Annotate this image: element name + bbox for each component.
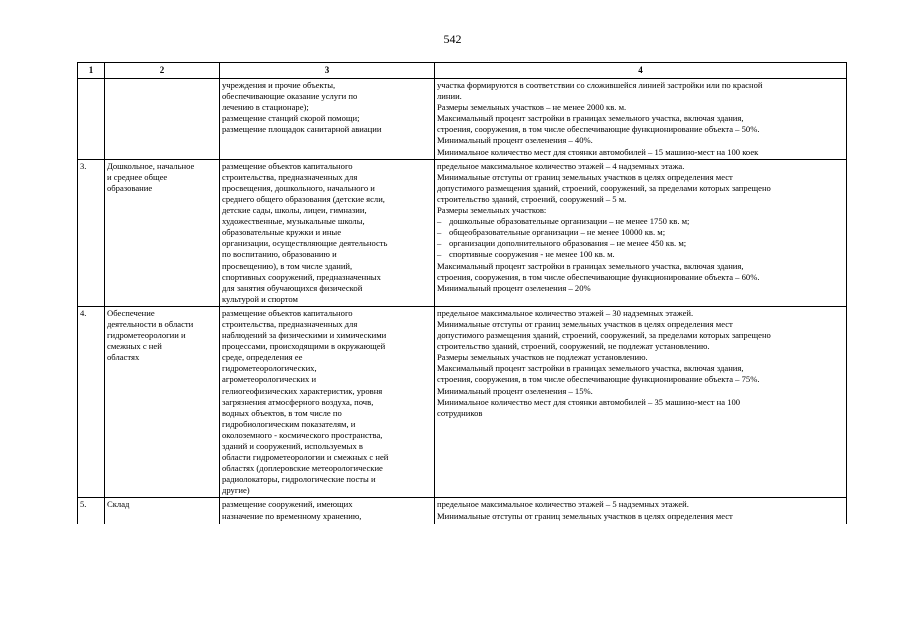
column-header-2: 2 xyxy=(105,63,220,79)
use-description-line: загрязнения атмосферного воздуха, почв, xyxy=(222,396,374,407)
dash-bullet-icon: – xyxy=(437,227,442,238)
parameter-line: Размеры земельных участков не подлежат установлению. xyxy=(437,352,648,363)
parameter-bullet-item xyxy=(437,227,844,238)
use-description-line: размещение объектов капитального xyxy=(222,307,353,318)
parameter-bullet-text: спортивные сооружения - не менее 100 кв. м. xyxy=(449,249,615,260)
table-row xyxy=(78,306,847,498)
parameter-line: предельное максимальное количество этажей – 4 надземных этажа. xyxy=(437,160,685,171)
table-header-row xyxy=(78,63,847,79)
parameter-line: допустимого размещения зданий, строений, сооружений, за пределами которых запрещено xyxy=(437,182,771,193)
use-description-cell xyxy=(220,498,435,525)
parameter-line: строения, сооружения, в том числе обеспечивающие функционирование объекта – 75%. xyxy=(437,374,760,385)
use-type-name-line: деятельности в области xyxy=(107,318,194,329)
use-description-line: размещение объектов капитального xyxy=(222,160,353,171)
parameter-line: Минимальные отступы от границ земельных участков в целях определения мест xyxy=(437,318,733,329)
use-description-line: другие) xyxy=(222,485,250,496)
parameter-line: строительство зданий, строений, сооружений, не подлежат установлению. xyxy=(437,341,710,352)
use-description-line: назначение по временному хранению, xyxy=(222,510,362,521)
use-description-line: областях (доплеровские метеорологические xyxy=(222,463,383,474)
use-description-line: размещение площадок санитарной авиации xyxy=(222,124,382,135)
use-description-line: наблюдений за физическими и химическими xyxy=(222,330,387,341)
use-description-line: среднего общего образования (детские ясли, xyxy=(222,193,385,204)
dash-bullet-icon: – xyxy=(437,216,442,227)
use-description-line: учреждения и прочие объекты, xyxy=(222,80,336,90)
use-description-line: околоземного - космического пространства, xyxy=(222,429,383,440)
parameter-line: Максимальный процент застройки в границах земельного участка, включая здания, xyxy=(437,260,744,271)
use-type-cell xyxy=(105,306,220,498)
use-description-cell xyxy=(220,79,435,160)
parameters-cell xyxy=(435,498,847,525)
parameters-cell xyxy=(435,306,847,498)
use-description-line: культурой и спортом xyxy=(222,293,298,304)
column-header-3: 3 xyxy=(220,63,435,79)
use-type-name-line: Обеспечение xyxy=(107,307,155,318)
use-type-cell xyxy=(105,159,220,306)
parameter-line: Минимальное количество мест для стоянки автомобилей – 15 машино-мест на 100 коек xyxy=(437,146,759,157)
parameter-line: Максимальный процент застройки в границах земельного участка, включая здания, xyxy=(437,113,744,124)
use-description-line: водных объектов, в том числе по xyxy=(222,407,342,418)
use-description-line: обеспечивающие оказание услуги по xyxy=(222,91,358,102)
parameter-line: допустимого размещения зданий, строений, сооружений, за пределами которых запрещено xyxy=(437,330,771,341)
use-description-line: гидрометеорологических, xyxy=(222,363,317,374)
use-description-line: размещение сооружений, имеющих xyxy=(222,499,353,510)
parameter-line: Размеры земельных участков – не менее 2000 кв. м. xyxy=(437,102,627,113)
table-row xyxy=(78,159,847,306)
use-description-line: просвещению), в том числе зданий, xyxy=(222,260,353,271)
use-type-cell xyxy=(105,79,220,160)
row-number-cell: 3. xyxy=(78,159,105,306)
use-type-name-line: и среднее общее xyxy=(107,171,168,182)
use-description-cell xyxy=(220,306,435,498)
parameter-bullet-text: дошкольные образовательные организации – не менее 1750 кв. м; xyxy=(449,216,690,227)
parameter-line: Размеры земельных участков: xyxy=(437,205,547,216)
use-description-cell xyxy=(220,159,435,306)
row-number-cell: 4. xyxy=(78,306,105,498)
parameter-line: строительство зданий, строений, сооружений – 5 м. xyxy=(437,193,627,204)
use-description-line: процессами, происходящими в окружающей xyxy=(222,341,386,352)
use-description-line: гидробиологическим показателям, и xyxy=(222,418,356,429)
parameter-bullet-item xyxy=(437,249,844,260)
table-row xyxy=(78,79,847,160)
regulations-table xyxy=(77,62,847,524)
use-description-line: лечению в стационаре); xyxy=(222,102,309,113)
column-header-1: 1 xyxy=(78,63,105,79)
use-type-name-line: смежных с ней xyxy=(107,341,162,352)
parameter-line: Минимальный процент озеленения – 40%. xyxy=(437,135,593,146)
parameter-line: Минимальный процент озеленения – 15%. xyxy=(437,385,593,396)
use-type-name-line: образование xyxy=(107,182,153,193)
use-description-line: среде, определения ее xyxy=(222,352,303,363)
parameters-cell xyxy=(435,159,847,306)
table-row xyxy=(78,498,847,525)
use-description-line: художественные, музыкальные школы, xyxy=(222,216,365,227)
row-number-cell xyxy=(78,79,105,160)
parameter-line: Минимальное количество мест для стоянки автомобилей – 35 машино-мест на 100 xyxy=(437,396,741,407)
use-description-line: строительства, предназначенных для xyxy=(222,318,358,329)
parameter-line: предельное максимальное количество этажей – 5 надземных этажей. xyxy=(437,499,689,510)
use-description-line: агрометеорологических и xyxy=(222,374,317,385)
use-description-line: спортивных сооружений, предназначенных xyxy=(222,271,381,282)
use-description-line: радиолокаторы, гидрологические посты и xyxy=(222,474,376,485)
column-header-4: 4 xyxy=(435,63,847,79)
use-type-name-line: Склад xyxy=(107,499,130,510)
parameter-line: Минимальные отступы от границ земельных участков в целях определения мест xyxy=(437,171,733,182)
use-description-line: размещение станций скорой помощи; xyxy=(222,113,360,124)
parameter-line: участка формируются в соответствии со сложившейся линией застройки или по красной xyxy=(437,80,763,90)
parameter-line: Минимальный процент озеленения – 20% xyxy=(437,282,591,293)
parameter-line: строения, сооружения, в том числе обеспечивающие функционирование объекта – 50%. xyxy=(437,124,760,135)
parameter-line: линии. xyxy=(437,91,462,102)
parameter-bullet-text: общеобразовательные организации – не менее 10000 кв. м; xyxy=(449,227,666,238)
parameter-line: Минимальные отступы от границ земельных участков в целях определения мест xyxy=(437,510,733,521)
use-type-cell xyxy=(105,498,220,525)
parameter-bullet-item xyxy=(437,216,844,227)
use-description-line: просвещения, дошкольного, начального и xyxy=(222,182,375,193)
dash-bullet-icon: – xyxy=(437,238,442,249)
use-description-line: строительства, предназначенных для xyxy=(222,171,358,182)
parameter-line: сотрудников xyxy=(437,407,483,418)
use-description-line: области гидрометеорологии и смежных с ней xyxy=(222,452,389,463)
use-description-line: образовательные кружки и иные xyxy=(222,227,342,238)
use-type-name-line: гидрометеорологии и xyxy=(107,330,186,341)
use-type-name-line: областях xyxy=(107,352,140,363)
parameter-bullet-text: организации дополнительного образования – не менее 450 кв. м; xyxy=(449,238,687,249)
row-number-cell: 5. xyxy=(78,498,105,525)
parameter-line: предельное максимальное количество этажей – 30 надземных этажей. xyxy=(437,307,694,318)
parameter-line: строения, сооружения, в том числе обеспечивающие функционирование объекта – 60%. xyxy=(437,271,760,282)
use-description-line: гелиогеофизических характеристик, уровня xyxy=(222,385,383,396)
page-number: 542 xyxy=(443,32,462,46)
parameter-bullet-item xyxy=(437,238,844,249)
use-description-line: детские сады, школы, лицеи, гимназии, xyxy=(222,205,367,216)
parameters-cell xyxy=(435,79,847,160)
use-description-line: организации, осуществляющие деятельность xyxy=(222,238,388,249)
parameter-line: Максимальный процент застройки в границах земельного участка, включая здания, xyxy=(437,363,744,374)
use-type-name-line: Дошкольное, начальное xyxy=(107,160,195,171)
use-description-line: зданий и сооружений, используемых в xyxy=(222,441,363,451)
use-description-line: для занятия обучающихся физической xyxy=(222,282,363,293)
dash-bullet-icon: – xyxy=(437,249,442,260)
use-description-line: по воспитанию, образованию и xyxy=(222,249,337,260)
